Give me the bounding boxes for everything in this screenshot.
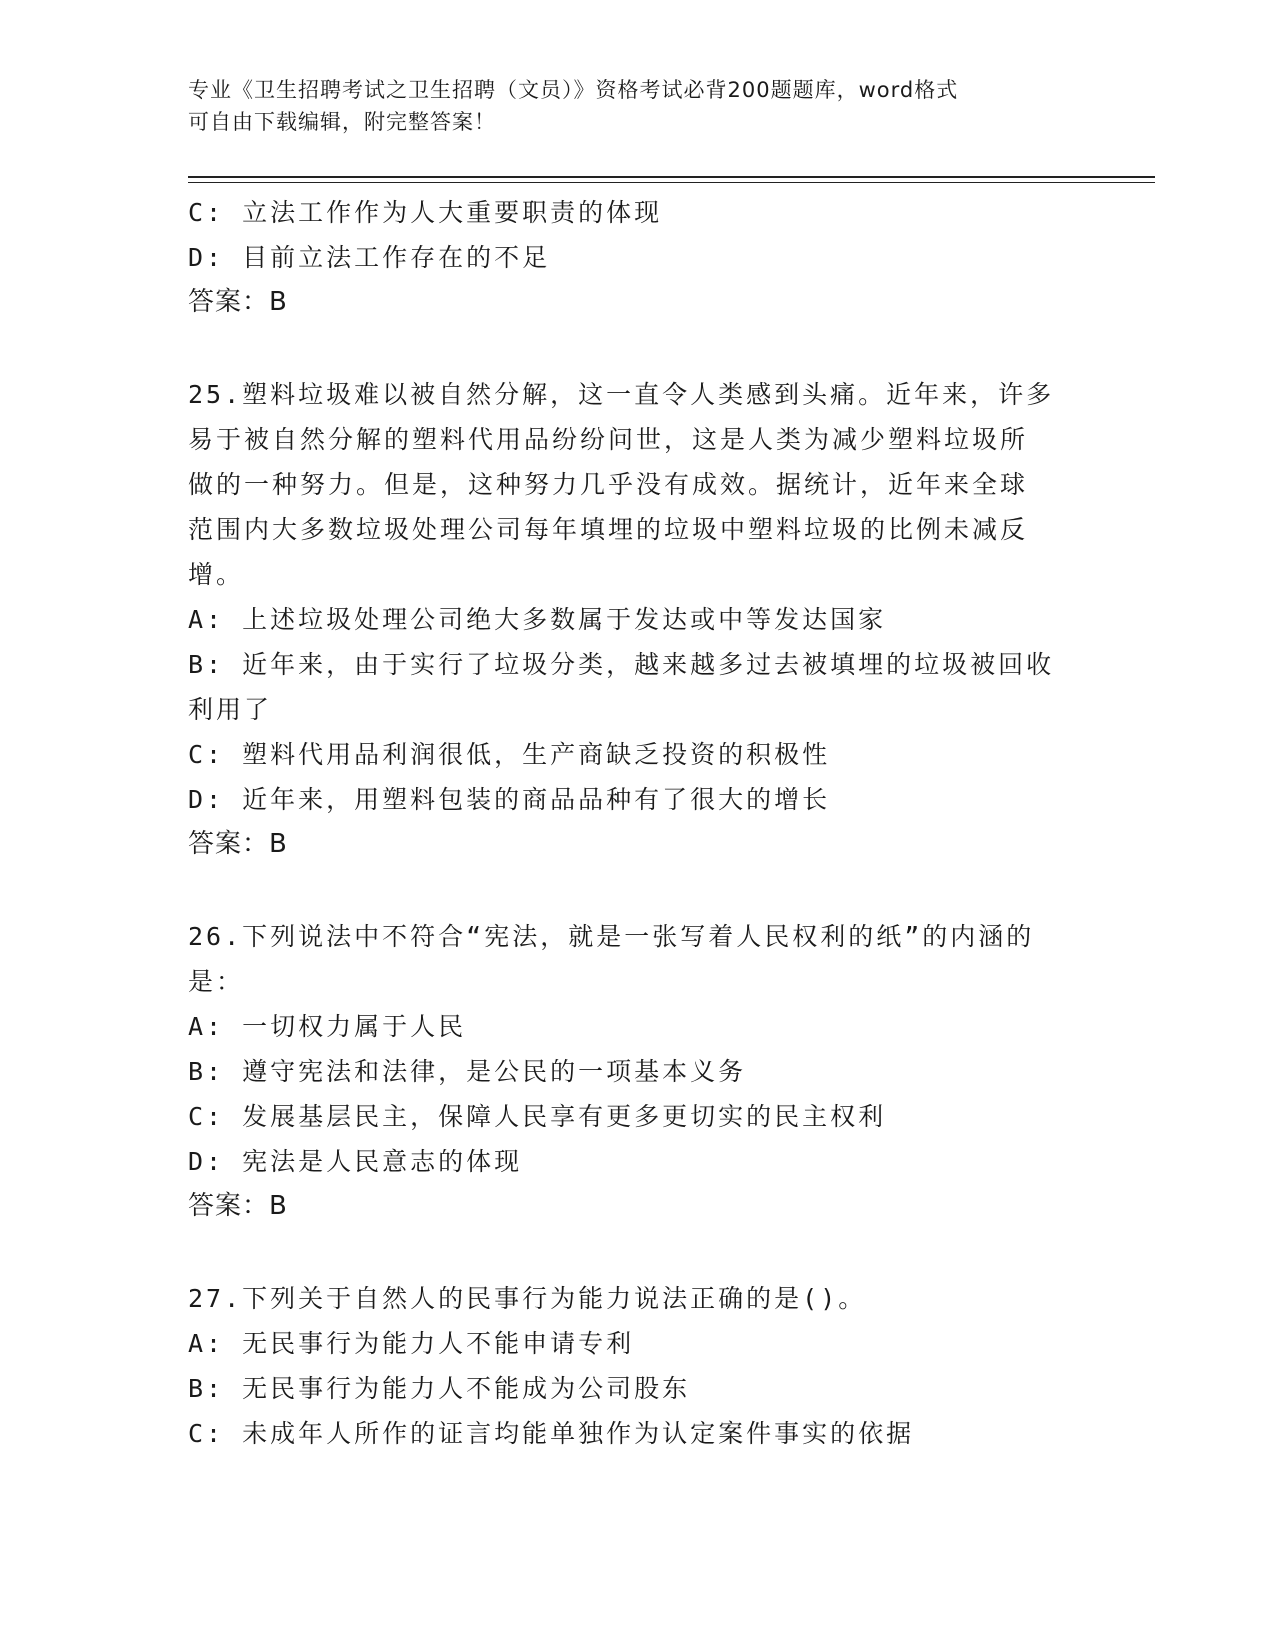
spacer — [188, 325, 1088, 372]
spacer — [188, 867, 1088, 914]
question-stem-line: 是： — [188, 967, 245, 996]
question-stem-line: 范围内大多数垃圾处理公司每年填埋的垃圾中塑料垃圾的比例未减反 — [188, 515, 1029, 544]
question-26 — [188, 914, 1088, 1229]
spacer — [188, 1229, 1088, 1276]
answer-line: 答案：B — [188, 829, 288, 859]
option-a: A: 上述垃圾处理公司绝大多数属于发达或中等发达国家 — [188, 605, 887, 634]
header-line-1: 专业《卫生招聘考试之卫生招聘（文员）》资格考试必背200题题库，word格式 — [188, 78, 959, 102]
option-b-continued: 利用了 — [188, 695, 273, 724]
page-header — [188, 74, 1088, 138]
question-24-tail — [188, 190, 1088, 325]
option-b: B: 遵守宪法和法律，是公民的一项基本义务 — [188, 1057, 747, 1086]
question-25 — [188, 372, 1088, 867]
question-stem-line: 做的一种努力。但是，这种努力几乎没有成效。据统计，近年来全球 — [188, 470, 1029, 499]
question-stem-line: 增。 — [188, 560, 245, 589]
option-d: D: 宪法是人民意志的体现 — [188, 1147, 523, 1176]
answer-line: 答案：B — [188, 287, 288, 317]
option-c: C: 塑料代用品利润很低，生产商缺乏投资的积极性 — [188, 740, 831, 769]
option-b: B: 近年来，由于实行了垃圾分类，越来越多过去被填埋的垃圾被回收 — [188, 650, 1055, 679]
option-a: A: 一切权力属于人民 — [188, 1012, 467, 1041]
option-a: A: 无民事行为能力人不能申请专利 — [188, 1329, 635, 1358]
header-rule-thick — [188, 176, 1155, 178]
option-c: C: 未成年人所作的证言均能单独作为认定案件事实的依据 — [188, 1419, 915, 1448]
option-b: B: 无民事行为能力人不能成为公司股东 — [188, 1374, 691, 1403]
option-c: C: 立法工作作为人大重要职责的体现 — [188, 198, 663, 227]
header-line-2: 可自由下载编辑，附完整答案！ — [188, 110, 496, 134]
header-rule-thin — [188, 182, 1155, 183]
question-stem-line: 27.下列关于自然人的民事行为能力说法正确的是()。 — [188, 1284, 867, 1313]
answer-line: 答案：B — [188, 1191, 288, 1221]
question-stem-line: 26.下列说法中不符合“宪法，就是一张写着人民权利的纸”的内涵的 — [188, 922, 1035, 951]
question-stem-line: 易于被自然分解的塑料代用品纷纷问世，这是人类为减少塑料垃圾所 — [188, 425, 1029, 454]
question-27 — [188, 1276, 1088, 1456]
option-d: D: 近年来，用塑料包装的商品品种有了很大的增长 — [188, 785, 831, 814]
question-stem-line: 25.塑料垃圾难以被自然分解，这一直令人类感到头痛。近年来，许多 — [188, 380, 1055, 409]
option-c: C: 发展基层民主，保障人民享有更多更切实的民主权利 — [188, 1102, 887, 1131]
option-d: D: 目前立法工作存在的不足 — [188, 243, 551, 272]
question-content — [188, 190, 1088, 1456]
